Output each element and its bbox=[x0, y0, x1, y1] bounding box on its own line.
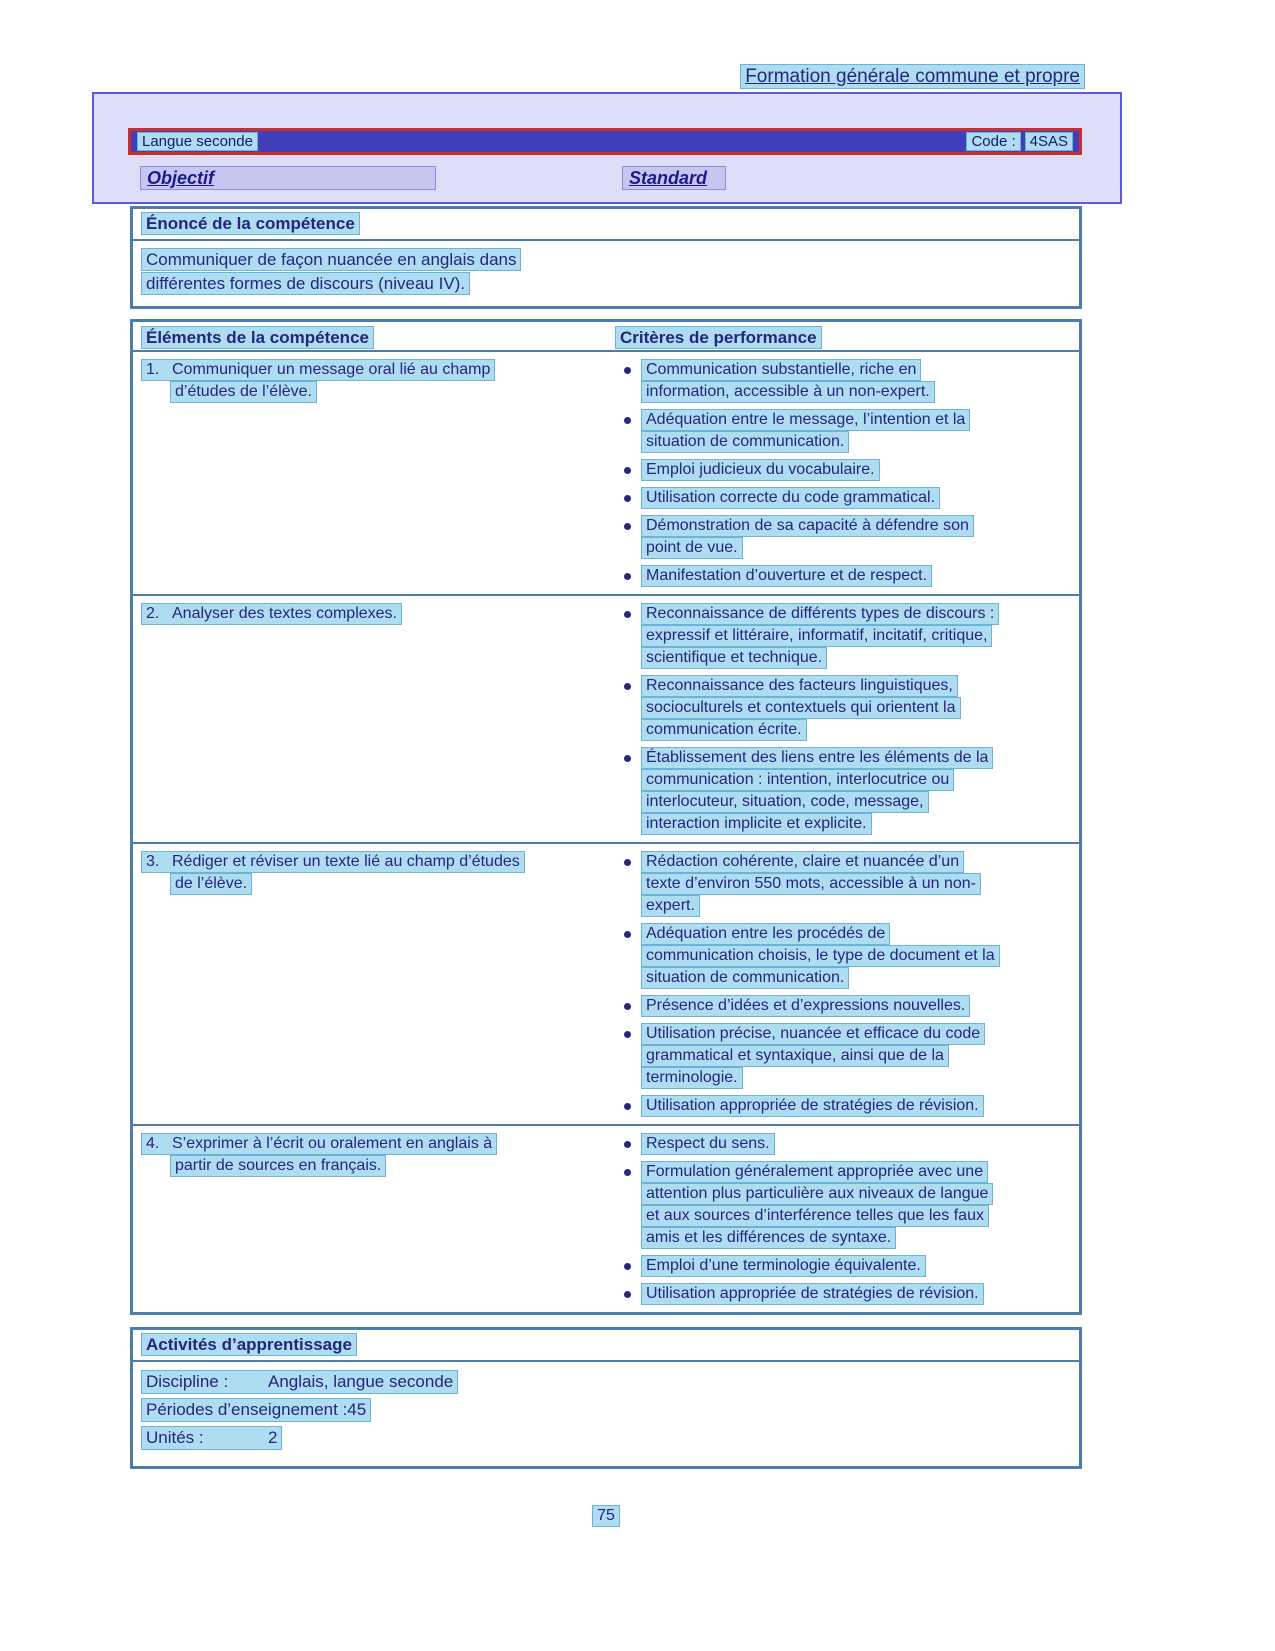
criterion-line: Utilisation appropriée de stratégies de révision. bbox=[641, 1095, 984, 1117]
competence-table bbox=[130, 319, 1082, 1315]
criterion bbox=[623, 459, 1075, 481]
competence-table-header bbox=[133, 322, 1079, 352]
criterion bbox=[623, 1255, 1075, 1277]
element-text: d’études de l’élève. bbox=[170, 381, 317, 403]
bullet-icon bbox=[624, 1169, 631, 1176]
element-highlight bbox=[141, 851, 525, 873]
criterion bbox=[623, 359, 1075, 403]
criterion-line: terminologie. bbox=[641, 1067, 743, 1089]
criterion-line: Adéquation entre le message, l’intention et la bbox=[641, 409, 970, 431]
criterion bbox=[623, 1161, 1075, 1249]
criterion bbox=[623, 995, 1075, 1017]
element-line bbox=[170, 873, 623, 895]
bullet-icon bbox=[624, 859, 631, 866]
bullet-icon bbox=[624, 1103, 631, 1110]
criterion bbox=[623, 1023, 1075, 1089]
element-highlight bbox=[141, 603, 402, 625]
criterion-line: expert. bbox=[641, 895, 700, 917]
criterion-line: Utilisation correcte du code grammatical. bbox=[641, 487, 940, 509]
criterion-line: Reconnaissance des facteurs linguistiques, bbox=[641, 675, 958, 697]
activites-heading: Activités d’apprentissage bbox=[141, 1333, 357, 1356]
criterion-text bbox=[641, 565, 932, 587]
header-note: Formation générale commune et propre bbox=[740, 64, 1085, 89]
criterion-line: grammatical et syntaxique, ainsi que de la bbox=[641, 1045, 949, 1067]
code-label: Code : bbox=[966, 132, 1020, 151]
criteria-cell bbox=[623, 1133, 1079, 1305]
enonce-line bbox=[141, 272, 1071, 296]
criterion-line: Présence d’idées et d’expressions nouvelles. bbox=[641, 995, 970, 1017]
criterion bbox=[623, 923, 1075, 989]
bullet-icon bbox=[624, 417, 631, 424]
enonce-text: Communiquer de façon nuancée en anglais dans bbox=[141, 248, 521, 271]
element-number: 4. bbox=[146, 1135, 160, 1152]
criterion-line: interaction implicite et explicite. bbox=[641, 813, 872, 835]
element-number: 1. bbox=[146, 361, 160, 378]
criteria-cell bbox=[623, 851, 1079, 1117]
criterion-text bbox=[641, 1283, 984, 1305]
bullet-icon bbox=[624, 755, 631, 762]
element-line bbox=[170, 1155, 623, 1177]
criterion-line: socioculturels et contextuels qui orientent la bbox=[641, 697, 961, 719]
criteria-cell bbox=[623, 359, 1079, 587]
criterion-line: Utilisation appropriée de stratégies de révision. bbox=[641, 1283, 984, 1305]
criterion-line: Adéquation entre les procédés de bbox=[641, 923, 890, 945]
element-line bbox=[141, 603, 623, 625]
criteres-header: Critères de performance bbox=[615, 326, 822, 349]
standard-heading: Standard bbox=[622, 166, 726, 190]
course-title: Langue seconde bbox=[137, 132, 258, 151]
criterion bbox=[623, 747, 1075, 835]
table-row bbox=[133, 842, 1079, 1124]
element-text: Communiquer un message oral lié au champ bbox=[172, 361, 491, 378]
element-number: 3. bbox=[146, 853, 160, 870]
criterion-text bbox=[641, 603, 999, 669]
enonce-line bbox=[141, 248, 1071, 272]
criterion bbox=[623, 487, 1075, 509]
activites-section bbox=[130, 1327, 1082, 1469]
criteria-cell bbox=[623, 603, 1079, 835]
criterion-text bbox=[641, 409, 970, 453]
element-cell bbox=[133, 603, 623, 835]
enonce-heading: Énoncé de la compétence bbox=[141, 212, 360, 235]
criterion-line: Établissement des liens entre les éléments de la bbox=[641, 747, 993, 769]
criterion-text bbox=[641, 515, 974, 559]
criterion-line: Reconnaissance de différents types de discours : bbox=[641, 603, 999, 625]
criterion-text bbox=[641, 675, 961, 741]
criterion-line: expressif et littéraire, informatif, incitatif, critique, bbox=[641, 625, 992, 647]
criterion-line: Rédaction cohérente, claire et nuancée d’un bbox=[641, 851, 964, 873]
table-row bbox=[133, 594, 1079, 842]
activity-value: 2 bbox=[268, 1428, 278, 1447]
activity-value: Anglais, langue seconde bbox=[268, 1372, 454, 1391]
criterion bbox=[623, 515, 1075, 559]
element-highlight bbox=[141, 359, 495, 381]
criterion-line: amis et les différences de syntaxe. bbox=[641, 1227, 896, 1249]
element-cell bbox=[133, 851, 623, 1117]
page-header bbox=[0, 0, 1275, 89]
criterion bbox=[623, 851, 1075, 917]
course-code bbox=[966, 132, 1073, 151]
course-header-panel bbox=[92, 92, 1122, 204]
criterion bbox=[623, 1133, 1075, 1155]
criterion bbox=[623, 409, 1075, 453]
bullet-icon bbox=[624, 611, 631, 618]
element-text: partir de sources en français. bbox=[170, 1155, 386, 1177]
criterion-line: texte d’environ 550 mots, accessible à un non- bbox=[641, 873, 981, 895]
criterion-line: point de vue. bbox=[641, 537, 743, 559]
criterion-line: Manifestation d’ouverture et de respect. bbox=[641, 565, 932, 587]
activity-line bbox=[141, 1398, 1071, 1426]
page-number-row bbox=[130, 1505, 1082, 1527]
criterion-line: situation de communication. bbox=[641, 967, 849, 989]
element-line bbox=[170, 381, 623, 403]
criterion-line: Formulation généralement appropriée avec une bbox=[641, 1161, 988, 1183]
activites-heading-row bbox=[133, 1330, 1079, 1362]
criterion-line: interlocuteur, situation, code, message, bbox=[641, 791, 929, 813]
activity-value: 45 bbox=[347, 1400, 367, 1419]
criterion-line: communication choisis, le type de document et la bbox=[641, 945, 1000, 967]
bullet-icon bbox=[624, 495, 631, 502]
bullet-icon bbox=[624, 1141, 631, 1148]
activity-highlight bbox=[141, 1426, 282, 1450]
criterion-text bbox=[641, 1095, 984, 1117]
activity-label: Discipline : bbox=[146, 1372, 229, 1391]
criterion-line: Respect du sens. bbox=[641, 1133, 775, 1155]
criterion-line: information, accessible à un non-expert. bbox=[641, 381, 935, 403]
criterion-text bbox=[641, 459, 880, 481]
bullet-icon bbox=[624, 573, 631, 580]
criterion-line: communication : intention, interlocutrice ou bbox=[641, 769, 954, 791]
column-headings bbox=[128, 166, 1082, 192]
criterion-line: et aux sources d’interférence telles que les faux bbox=[641, 1205, 989, 1227]
element-line bbox=[141, 851, 623, 873]
criterion-line: scientifique et technique. bbox=[641, 647, 827, 669]
element-text: de l’élève. bbox=[170, 873, 252, 895]
enonce-heading-row bbox=[133, 209, 1079, 241]
bullet-icon bbox=[624, 1291, 631, 1298]
criterion-text bbox=[641, 995, 970, 1017]
criterion-line: Utilisation précise, nuancée et efficace du code bbox=[641, 1023, 985, 1045]
element-highlight bbox=[141, 1133, 497, 1155]
criterion-line: Emploi d’une terminologie équivalente. bbox=[641, 1255, 926, 1277]
bullet-icon bbox=[624, 931, 631, 938]
enonce-section bbox=[130, 206, 1082, 309]
activity-highlight bbox=[141, 1370, 458, 1394]
element-text: Analyser des textes complexes. bbox=[172, 605, 397, 622]
objectif-heading: Objectif bbox=[140, 166, 436, 190]
element-text: S’exprimer à l’écrit ou oralement en anglais à bbox=[172, 1135, 493, 1152]
table-row bbox=[133, 1124, 1079, 1312]
enonce-text: différentes formes de discours (niveau IV). bbox=[141, 272, 470, 295]
activity-label: Unités : bbox=[146, 1428, 204, 1447]
criterion-text bbox=[641, 747, 993, 835]
criterion-text bbox=[641, 1255, 926, 1277]
criterion bbox=[623, 1095, 1075, 1117]
activity-label: Périodes d’enseignement : bbox=[146, 1400, 348, 1419]
page-number: 75 bbox=[592, 1505, 620, 1527]
criterion-text bbox=[641, 359, 935, 403]
criterion-text bbox=[641, 487, 940, 509]
criterion-text bbox=[641, 851, 981, 917]
criterion-line: attention plus particulière aux niveaux de langue bbox=[641, 1183, 993, 1205]
bullet-icon bbox=[624, 1003, 631, 1010]
criterion-line: situation de communication. bbox=[641, 431, 849, 453]
course-title-bar bbox=[128, 128, 1082, 155]
bullet-icon bbox=[624, 467, 631, 474]
element-number: 2. bbox=[146, 605, 160, 622]
criterion-line: Emploi judicieux du vocabulaire. bbox=[641, 459, 880, 481]
activity-line bbox=[141, 1426, 1071, 1454]
criterion-text bbox=[641, 1133, 775, 1155]
criterion bbox=[623, 1283, 1075, 1305]
code-value: 4SAS bbox=[1025, 132, 1073, 151]
criterion bbox=[623, 603, 1075, 669]
criterion-line: Démonstration de sa capacité à défendre son bbox=[641, 515, 974, 537]
criterion-line: Communication substantielle, riche en bbox=[641, 359, 921, 381]
element-cell bbox=[133, 1133, 623, 1305]
table-row bbox=[133, 352, 1079, 594]
bullet-icon bbox=[624, 683, 631, 690]
element-cell bbox=[133, 359, 623, 587]
criterion-text bbox=[641, 1161, 993, 1249]
criterion-line: communication écrite. bbox=[641, 719, 807, 741]
element-line bbox=[141, 1133, 623, 1155]
bullet-icon bbox=[624, 1031, 631, 1038]
criterion-text bbox=[641, 923, 1000, 989]
element-text: Rédiger et réviser un texte lié au champ d’études bbox=[172, 853, 520, 870]
bullet-icon bbox=[624, 1263, 631, 1270]
criterion bbox=[623, 565, 1075, 587]
activites-body bbox=[133, 1362, 1079, 1466]
elements-header: Éléments de la compétence bbox=[141, 326, 374, 349]
criterion bbox=[623, 675, 1075, 741]
criterion-text bbox=[641, 1023, 985, 1089]
activity-line bbox=[141, 1370, 1071, 1398]
activity-highlight bbox=[141, 1398, 371, 1422]
enonce-body bbox=[133, 241, 1079, 306]
element-line bbox=[141, 359, 623, 381]
bullet-icon bbox=[624, 367, 631, 374]
bullet-icon bbox=[624, 523, 631, 530]
